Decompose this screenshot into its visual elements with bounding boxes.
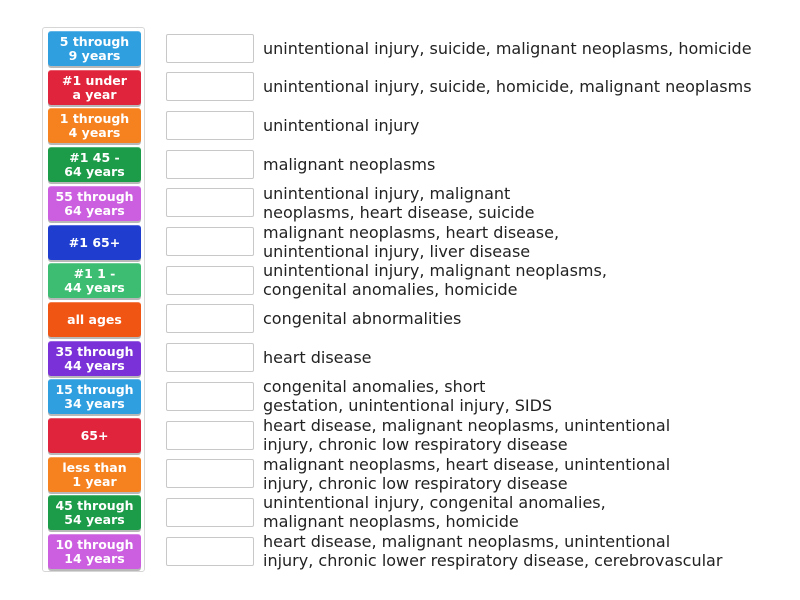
cause-description: unintentional injury, malignant neoplasms, congenital anomalies, homicide [263,261,607,300]
answer-tile-label: 15 through 34 years [55,382,134,412]
cause-description: malignant neoplasms [263,154,436,174]
answer-tile[interactable] [48,341,141,376]
cause-description: malignant neoplasms, heart disease, unintentional injury, liver disease [263,222,560,261]
drop-target-box[interactable] [166,34,254,63]
answer-tile-label: 55 through 64 years [55,188,134,218]
drop-target-box[interactable] [166,188,254,217]
drop-target-box[interactable] [166,421,254,450]
answer-tile-label: 5 through 9 years [59,34,130,63]
answer-tile[interactable] [48,108,141,143]
cause-description: congenital anomalies, short gestation, unintentional injury, SIDS [263,377,553,416]
answer-tile[interactable] [48,263,141,298]
answer-tile[interactable] [48,70,141,105]
answer-tile[interactable] [48,379,141,414]
answer-tile[interactable] [48,31,141,66]
drop-target-box[interactable] [166,459,254,488]
drop-target-box[interactable] [166,382,254,411]
answer-tile[interactable] [48,186,141,221]
cause-description: congenital abnormalities [263,309,462,329]
cause-description: unintentional injury, suicide, malignant neoplasms, homicide [263,38,752,58]
cause-description: unintentional injury, suicide, homicide, malignant neoplasms [263,77,752,97]
drop-target-box[interactable] [166,498,254,527]
drop-target-box[interactable] [166,150,254,179]
drop-target-box[interactable] [166,72,254,101]
answer-tile[interactable] [48,418,141,453]
drop-target-box[interactable] [166,227,254,256]
answer-tile-label: 45 through 54 years [55,498,134,528]
tile-panel [42,27,145,572]
answer-tile[interactable] [48,534,141,569]
cause-description: unintentional injury, malignant neoplasms, heart disease, suicide [263,183,535,222]
answer-tile[interactable] [48,225,141,260]
drop-target-box[interactable] [166,111,254,140]
answer-tile-label: 35 through 44 years [55,343,134,373]
cause-description: malignant neoplasms, heart disease, unintentional injury, chronic low respiratory disease [263,454,671,493]
answer-tile[interactable] [48,147,141,182]
answer-tile-label: less than 1 year [62,459,127,489]
cause-description: unintentional injury, congenital anomalies, malignant neoplasms, homicide [263,493,606,532]
answer-tile-label: #1 65+ [68,234,121,250]
answer-tile-label: #1 45 - 64 years [64,150,125,180]
cause-description: unintentional injury [263,115,420,135]
answer-tile-label: 10 through 14 years [55,537,134,567]
answer-tile-label: #1 1 - 44 years [64,266,125,296]
cause-description: heart disease, malignant neoplasms, unintentional injury, chronic lower respiratory disease, cerebrovascular [263,532,723,571]
answer-tile-label: 1 through 4 years [59,111,130,141]
drop-target-box[interactable] [166,304,254,333]
answer-tile-label: 65+ [80,428,109,443]
cause-description: heart disease, malignant neoplasms, unintentional injury, chronic low respiratory disease [263,416,671,454]
answer-tile[interactable] [48,302,141,337]
answer-tile-label: all ages [67,311,122,327]
answer-tile[interactable] [48,457,141,492]
drop-target-box[interactable] [166,537,254,566]
answer-tile-label: #1 under a year [62,72,127,102]
drop-target-box[interactable] [166,343,254,372]
cause-description: heart disease [263,348,372,368]
drop-target-box[interactable] [166,266,254,295]
answer-tile[interactable] [48,495,141,530]
